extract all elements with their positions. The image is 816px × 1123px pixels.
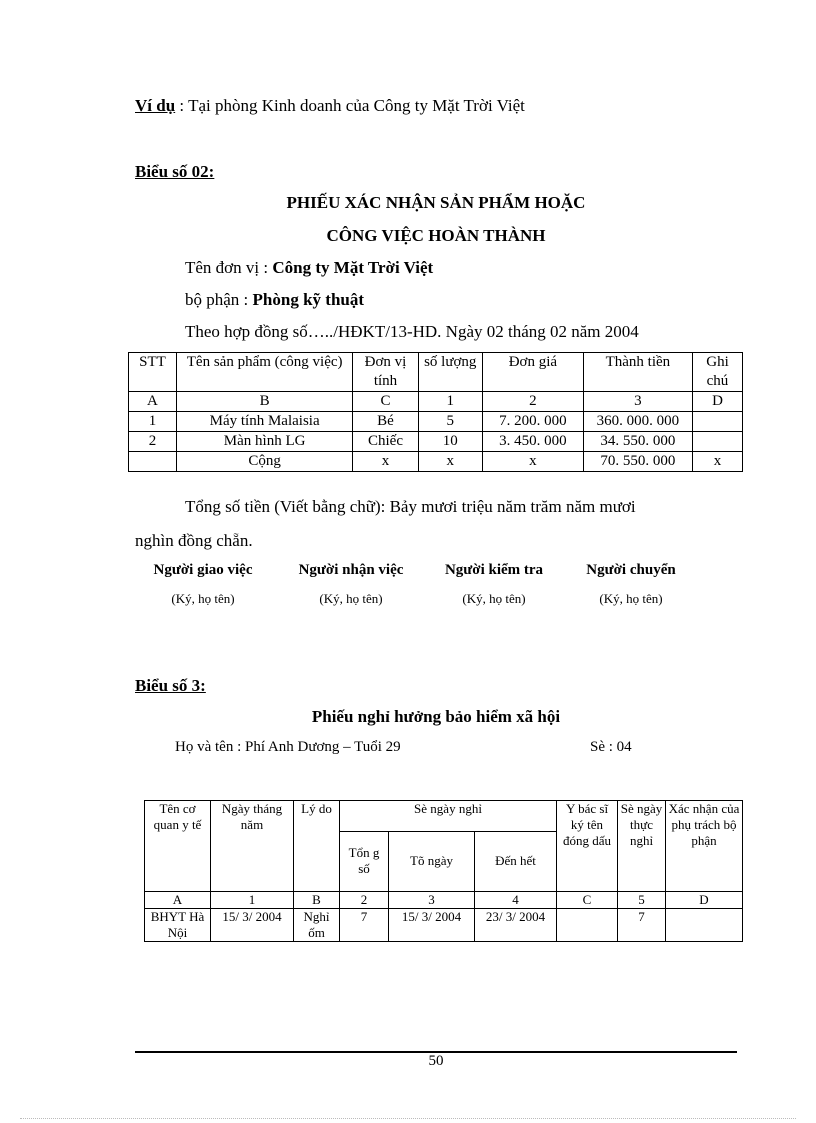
table-cell: 70. 550. 000 (583, 452, 692, 472)
total-words-line1: Tổng số tiền (Viết bằng chữ): Bảy mươi triệu năm trăm năm mươi (185, 497, 636, 516)
code-cell: 2 (482, 392, 583, 412)
page-edge-divider (20, 1118, 796, 1119)
header-cell: Thành tiền (583, 353, 692, 392)
code-cell: 3 (389, 892, 475, 909)
table-total-row (129, 452, 743, 472)
header-cell: Tõ ngày (389, 831, 475, 891)
header-cell: Sè ngày thực nghỉ (618, 801, 666, 892)
signature-role: Người giao việc (153, 562, 253, 578)
table-cell: Máy tính Malaisia (176, 412, 352, 432)
signature-role: Người kiểm tra (444, 562, 544, 578)
table-cell (692, 432, 742, 452)
code-cell: C (353, 392, 418, 412)
header-cell: Tổn g số (340, 831, 389, 891)
header-cell: Xác nhận của phụ trách bộ phận (666, 801, 743, 892)
signature-block (276, 562, 426, 607)
header-cell: Y bác sĩ ký tên đóng dấu (557, 801, 618, 892)
form1-heading: Biểu số 02: (135, 162, 215, 181)
table-row (145, 909, 743, 942)
form1-title-line2: CÔNG VIỆC HOÀN THÀNH (326, 226, 546, 245)
table-cell: 1 (129, 412, 177, 432)
unit-line (185, 258, 433, 278)
table-cell (666, 909, 743, 942)
table-cell: 3. 450. 000 (482, 432, 583, 452)
page-number: 50 (428, 1053, 444, 1069)
table-row (129, 432, 743, 452)
code-cell: 1 (211, 892, 294, 909)
table-cell (692, 412, 742, 432)
table-cell (557, 909, 618, 942)
table-header-row (129, 353, 743, 392)
table-cell: Chiếc (353, 432, 418, 452)
form1-title-line1: PHIẾU XÁC NHẬN SẢN PHẨM HOẶC (286, 193, 586, 212)
header-cell: Ghi chú (692, 353, 742, 392)
code-cell: 2 (340, 892, 389, 909)
table-cell: Cộng (176, 452, 352, 472)
dept-line (185, 290, 364, 310)
table-code-row (129, 392, 743, 412)
table-cell: 34. 550. 000 (583, 432, 692, 452)
unit-value: Công ty Mặt Trời Việt (272, 258, 434, 277)
table-cell: Màn hình LG (176, 432, 352, 452)
unit-label: Tên đơn vị : (185, 258, 273, 277)
table-cell: x (692, 452, 742, 472)
signature-hint: (Ký, họ tên) (599, 591, 663, 606)
table-cell: Nghỉ ốm (294, 909, 340, 942)
signature-hint: (Ký, họ tên) (171, 591, 235, 606)
header-cell: Tên sản phẩm (công việc) (176, 353, 352, 392)
code-cell: 5 (618, 892, 666, 909)
table-header-row (145, 801, 743, 832)
total-words-line2: nghìn đồng chẵn. (135, 531, 253, 550)
table-cell: 15/ 3/ 2004 (389, 909, 475, 942)
insured-person: Họ và tên : Phí Anh Dương – Tuổi 29 (175, 739, 401, 755)
signature-role: Người nhận việc (298, 562, 404, 578)
header-cell: Đến hết (475, 831, 557, 891)
form3-title: Phiếu nghỉ hưởng bảo hiểm xã hội (311, 707, 561, 726)
table-cell: 5 (418, 412, 482, 432)
table-code-row (145, 892, 743, 909)
table-row (129, 412, 743, 432)
leave-table (144, 800, 743, 942)
code-cell: B (294, 892, 340, 909)
code-cell: A (129, 392, 177, 412)
signature-block (556, 562, 706, 607)
header-cell: Lý do (294, 801, 340, 892)
product-table (128, 352, 743, 472)
header-cell: Tên cơ quan y tế (145, 801, 211, 892)
table-cell (129, 452, 177, 472)
header-cell: Ngày tháng năm (211, 801, 294, 892)
dept-value: Phòng kỹ thuật (252, 290, 365, 309)
dept-label: bộ phận : (185, 290, 253, 309)
header-cell: Đơn giá (482, 353, 583, 392)
signature-block (128, 562, 278, 607)
table-cell: BHYT Hà Nội (145, 909, 211, 942)
table-cell: 7 (340, 909, 389, 942)
code-cell: 1 (418, 392, 482, 412)
table-cell: x (418, 452, 482, 472)
table-cell: 7 (618, 909, 666, 942)
signature-role: Người chuyển (586, 562, 676, 578)
contract-line: Theo hợp đồng số…../HĐKT/13-HD. Ngày 02 tháng 02 năm 2004 (185, 322, 639, 341)
header-cell: Đơn vị tính (353, 353, 418, 392)
header-cell: số lượng (418, 353, 482, 392)
code-cell: D (692, 392, 742, 412)
table-cell: 360. 000. 000 (583, 412, 692, 432)
code-cell: 4 (475, 892, 557, 909)
code-cell: C (557, 892, 618, 909)
table-cell: 7. 200. 000 (482, 412, 583, 432)
code-cell: A (145, 892, 211, 909)
form-number: Sè : 04 (590, 739, 632, 755)
table-cell: 15/ 3/ 2004 (211, 909, 294, 942)
table-cell: x (353, 452, 418, 472)
example-label: Ví dụ (135, 96, 176, 115)
table-cell: 10 (418, 432, 482, 452)
signature-hint: (Ký, họ tên) (462, 591, 526, 606)
signature-block (419, 562, 569, 607)
example-line (135, 96, 525, 116)
code-cell: D (666, 892, 743, 909)
table-cell: x (482, 452, 583, 472)
header-cell: Sè ngày nghỉ (340, 801, 557, 832)
table-cell: 2 (129, 432, 177, 452)
table-cell: 23/ 3/ 2004 (475, 909, 557, 942)
table-cell: Bé (353, 412, 418, 432)
code-cell: B (176, 392, 352, 412)
form3-heading: Biểu số 3: (135, 676, 206, 695)
code-cell: 3 (583, 392, 692, 412)
signature-hint: (Ký, họ tên) (319, 591, 383, 606)
example-text: : Tại phòng Kinh doanh của Công ty Mặt Trời Việt (175, 96, 525, 115)
header-cell: STT (129, 353, 177, 392)
